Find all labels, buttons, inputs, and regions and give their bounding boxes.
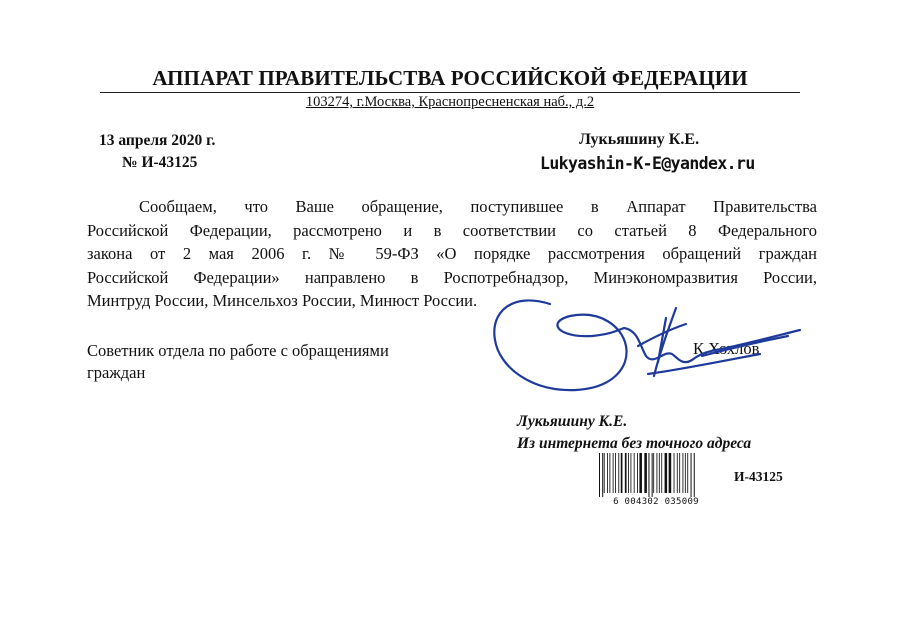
body-line: Российской Федерации» направлено в Роспотребнадзор, Минэкономразвития России, xyxy=(87,267,817,287)
body-line: закона от 2 мая 2006 г. № 59-ФЗ «О порядке рассмотрения обращений граждан xyxy=(87,244,817,263)
barcode-bar xyxy=(687,453,688,493)
signature-strokes xyxy=(494,300,800,390)
barcode-bar xyxy=(644,453,647,493)
recipient-email: Lukyashin-K-E@yandex.ru xyxy=(540,154,755,173)
body-line: Минтруд России, Минсельхоз России, Минюст России. xyxy=(87,291,478,310)
handwritten-signature xyxy=(488,290,808,400)
signer-position-line: Советник отдела по работе с обращениями xyxy=(87,341,389,360)
barcode-bar xyxy=(657,453,658,493)
signature-loop xyxy=(494,300,626,390)
barcode-bar xyxy=(685,453,686,493)
signer-position-line: граждан xyxy=(87,363,146,382)
barcode-bar xyxy=(639,453,642,493)
barcode xyxy=(597,453,715,499)
barcode-bar xyxy=(677,453,678,493)
signer-name: К.Хохлов xyxy=(693,339,760,358)
barcode-guard-bar xyxy=(652,453,653,497)
body-line: Российской Федерации, рассмотрено и в соответствии со статьей 8 Федерального xyxy=(87,220,817,240)
barcode-number: 6 004302 035009 xyxy=(613,497,699,507)
letter-number: № И-43125 xyxy=(122,154,198,171)
barcode-bar xyxy=(604,453,605,493)
signature-stroke-right xyxy=(702,336,788,356)
barcode-bar xyxy=(634,453,635,493)
header-divider xyxy=(100,92,800,93)
header-address: 103274, г.Москва, Краснопресненская наб., д.2 xyxy=(305,94,595,110)
signature-tail xyxy=(624,328,800,362)
barcode-bar xyxy=(674,453,675,493)
barcode-bar xyxy=(613,453,614,493)
barcode-bar xyxy=(659,453,660,493)
barcode-guard-bar xyxy=(648,453,649,497)
stamp-recipient-name: Лукьяшину К.Е. xyxy=(517,413,628,430)
barcode-bar xyxy=(669,453,672,493)
barcode-bar xyxy=(653,453,654,493)
barcode-bar xyxy=(609,453,610,493)
body-line-text: Сообщаем, что Ваше обращение, поступившее в Аппарат Правительства xyxy=(139,197,817,216)
body-line xyxy=(87,195,817,219)
barcode-bar xyxy=(679,453,680,493)
barcode-bar xyxy=(618,453,619,493)
barcode-bar xyxy=(661,453,662,493)
barcode-guard-bar xyxy=(602,453,603,497)
letter-date: 13 апреля 2020 г. xyxy=(99,132,216,149)
barcode-bar xyxy=(683,453,684,493)
signer-position xyxy=(87,340,467,384)
barcode-guard-bar xyxy=(599,453,600,497)
barcode-bar xyxy=(615,453,616,493)
stamp-recipient-address: Из интернета без точного адреса xyxy=(517,435,752,452)
barcode-bar xyxy=(631,453,632,493)
barcode-bar xyxy=(637,453,638,493)
barcode-bar xyxy=(621,453,623,493)
barcode-bar xyxy=(665,453,668,493)
barcode-bar xyxy=(625,453,627,493)
barcode-bar xyxy=(607,453,608,493)
barcode-guard-bar xyxy=(691,453,692,497)
header-organization: АППАРАТ ПРАВИТЕЛЬСТВА РОССИЙСКОЙ ФЕДЕРАЦИИ xyxy=(152,66,748,90)
recipient-name: Лукьяшину К.Е. xyxy=(579,131,700,148)
stamp-document-number: И-43125 xyxy=(734,469,783,484)
barcode-bar xyxy=(628,453,629,493)
signature-stroke-underline xyxy=(648,354,760,374)
barcode-guard-bar xyxy=(694,453,695,497)
